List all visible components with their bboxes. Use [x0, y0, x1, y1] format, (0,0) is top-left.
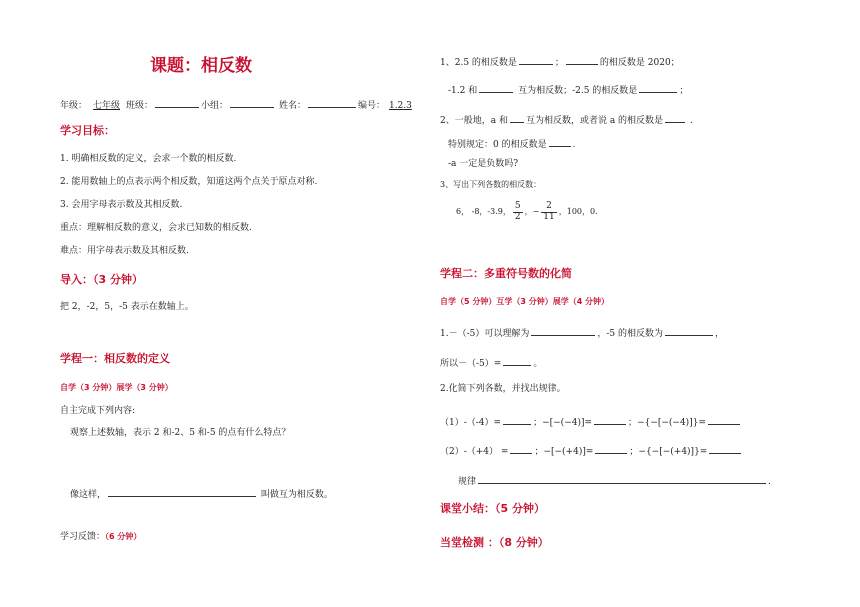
q2-text: .: [689, 116, 693, 126]
row1-answer-2[interactable]: [594, 415, 626, 425]
question-1-line-1: [440, 55, 680, 68]
definition-suffix: 叫做互为相反数。: [260, 490, 333, 500]
group-field[interactable]: [230, 98, 274, 108]
simplify-row-2: [440, 444, 743, 457]
q2-answer-2[interactable]: [665, 113, 685, 123]
row-sep: ；: [534, 447, 544, 457]
number-value: 1.2.3: [388, 101, 412, 111]
row-expression: −{−[−(−4)]}=: [637, 418, 706, 428]
student-info-line: [60, 98, 416, 111]
question-3-numbers: [456, 202, 598, 223]
intro-heading: 导入：（3 分钟）: [60, 273, 143, 286]
test-heading: 当堂检测 ：（8 分钟）: [440, 536, 549, 549]
goal-item: 1. 明确相反数的定义，会求一个数的相反数.: [60, 154, 237, 164]
row-expression: −[−(−4)]=: [542, 418, 593, 428]
q2-text: 互为相反数，或者说 a 的相反数是: [525, 116, 664, 126]
q1-text: 1、2.5 的相反数是: [440, 58, 517, 68]
number-label: 编号：: [357, 101, 385, 111]
q2-text: 2、一般地，a 和: [440, 116, 508, 126]
grade-value: 七年级: [93, 101, 121, 111]
q3-numbers: 6， -8，-3.9，: [456, 206, 511, 216]
q1-text: -1.2 和: [448, 86, 478, 96]
row1-answer-1[interactable]: [503, 415, 531, 425]
simplify-2: 2.化简下列各数，并找出规律。: [440, 384, 566, 394]
process1-heading: 学程一：相反数的定义: [60, 352, 170, 365]
class-label: 班级：: [126, 101, 154, 111]
s1-text: 。: [533, 359, 543, 369]
feedback-label: 学习反馈：: [60, 532, 106, 542]
simplify-1-line-2: [440, 356, 542, 369]
row2-answer-2[interactable]: [595, 444, 627, 454]
row-sep: ；: [629, 447, 639, 457]
question-2: [440, 113, 693, 126]
q3-numbers: ，100，0.: [558, 206, 598, 216]
q3-numbers: ，−: [524, 206, 540, 216]
frac-numerator: 2: [541, 202, 556, 213]
class-field[interactable]: [155, 98, 199, 108]
row-expression: −{−[−(+4)]}=: [638, 447, 708, 457]
row1-answer-3[interactable]: [708, 415, 740, 425]
definition-field[interactable]: [108, 487, 256, 497]
frac-numerator: 5: [514, 201, 521, 211]
goal-item: 3. 会用字母表示数及其相反数.: [60, 200, 183, 210]
row-expression: −[−(+4)]=: [543, 447, 594, 457]
row-sep: ；: [628, 418, 638, 428]
goals-heading: 学习目标：: [60, 124, 115, 137]
s1-text: 所以－（-5）=: [440, 359, 502, 369]
special-text: .: [572, 140, 576, 150]
fraction-two-elevenths: [541, 202, 556, 223]
q1-sep: ；: [554, 58, 564, 68]
s1-answer-1[interactable]: [531, 326, 595, 336]
row-sep: ；: [533, 418, 543, 428]
self-complete-text: 自主完成下列内容:: [60, 406, 136, 416]
frac-denominator: 2: [514, 211, 521, 222]
negative-question: -a 一定是负数吗?: [448, 159, 519, 169]
row2-answer-1[interactable]: [510, 444, 532, 454]
simplify-row-1: [440, 415, 742, 428]
page-title: 课题：相反数: [150, 56, 252, 76]
q1-answer-3[interactable]: [479, 83, 513, 93]
goal-item: 2. 能用数轴上的点表示两个相反数，知道这两个点关于原点对称.: [60, 177, 318, 187]
process2-heading: 学程二：多重符号数的化简: [440, 267, 572, 280]
q1-answer-1[interactable]: [519, 55, 553, 65]
s1-text: ，: [715, 329, 725, 339]
name-field[interactable]: [308, 98, 356, 108]
definition-prefix: 像这样，: [70, 490, 107, 500]
s1-answer-2[interactable]: [665, 326, 713, 336]
feedback-line: [60, 533, 141, 542]
q1-answer-4[interactable]: [639, 83, 677, 93]
frac-denominator: 11: [543, 211, 555, 222]
row2-answer-3[interactable]: [709, 444, 741, 454]
summary-heading: 课堂小结：（5 分钟）: [440, 502, 545, 515]
rule-label: 规律: [458, 477, 477, 487]
feedback-time: （6 分钟）: [105, 532, 142, 541]
process2-subheading: 自学（5 分钟）互学（3 分钟）展学（4 分钟）: [440, 297, 610, 306]
special-answer[interactable]: [549, 137, 571, 147]
group-label: 小组：: [201, 101, 229, 111]
fraction-five-halves: [513, 202, 523, 223]
definition-line: [70, 487, 333, 500]
simplify-1-line-1: [440, 326, 724, 339]
difficulty: 难点：用字母表示数及其相反数.: [60, 246, 189, 256]
special-rule: [448, 137, 575, 150]
observe-question: 观察上述数轴，表示 2 和-2、5 和-5 的点有什么特点？: [70, 428, 291, 438]
s1-text: 1.－（-5）可以理解为: [440, 329, 530, 339]
rule-field[interactable]: [478, 474, 766, 484]
q1-answer-2[interactable]: [566, 55, 598, 65]
row-expression: （1）-（-4）=: [440, 418, 502, 428]
rule-end: .: [768, 477, 771, 487]
intro-text: 把 2，-2，5，-5 表示在数轴上。: [60, 302, 194, 312]
question-3: 3、写出下列各数的相反数：: [440, 180, 542, 189]
q2-answer-1[interactable]: [510, 113, 524, 123]
q1-text: 互为相反数；-2.5 的相反数是: [518, 86, 638, 96]
s1-answer-3[interactable]: [503, 356, 531, 366]
special-text: 特别规定：0 的相反数是: [448, 140, 547, 150]
grade-label: 年级：: [60, 101, 88, 111]
q1-text: 的相反数是 2020；: [599, 58, 680, 68]
q1-sep: ；: [679, 86, 689, 96]
row-expression: （2）-（+4） =: [440, 447, 509, 457]
question-1-line-2: [448, 83, 688, 96]
key-point: 重点：理解相反数的意义，会求已知数的相反数.: [60, 223, 252, 233]
process1-subheading: 自学（3 分钟）展学（3 分钟）: [60, 383, 173, 392]
rule-line: [458, 474, 771, 487]
name-label: 姓名：: [278, 101, 306, 111]
s1-text: ，-5 的相反数为: [597, 329, 663, 339]
